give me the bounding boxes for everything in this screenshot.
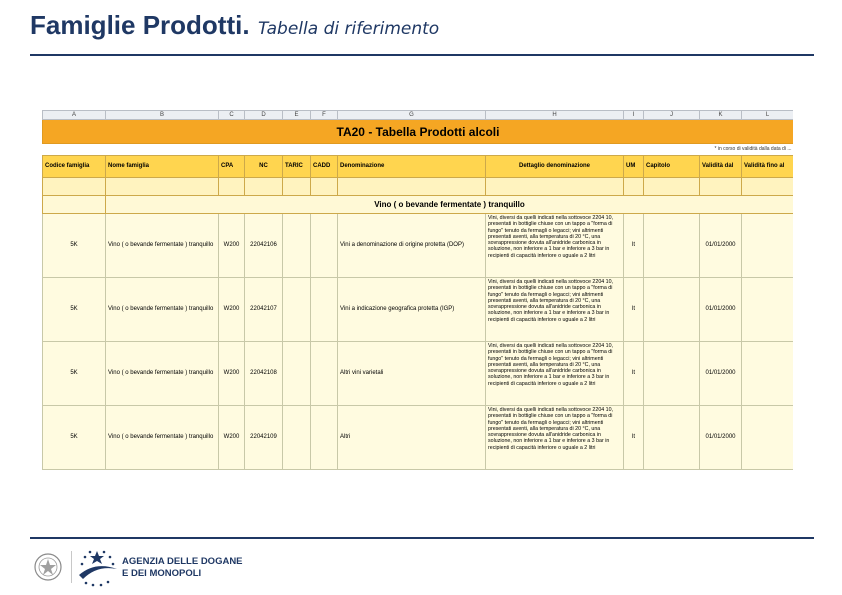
cell-code: 5K [43,342,106,406]
cell-code: 5K [43,278,106,342]
subheader-row [43,178,794,196]
cell-code: 5K [43,214,106,278]
cell-denominazione: Altri [338,406,486,470]
column-letter[interactable]: K [700,111,742,120]
empty-cell [338,178,486,196]
agency-logo [33,547,243,587]
cell-code: 5K [43,406,106,470]
title-divider [30,54,814,56]
empty-cell [219,178,245,196]
cell-um: lt [624,278,644,342]
header-taric: TARIC [283,156,311,178]
empty-cell [283,178,311,196]
column-letter[interactable]: H [486,111,624,120]
cell-capitolo [644,214,700,278]
empty-cell [311,178,338,196]
cell-family: Vino ( o bevande fermentate ) tranquillo [106,278,219,342]
column-letter[interactable]: A [43,111,106,120]
column-letter[interactable]: G [338,111,486,120]
cell-detail: Vini, diversi da quelli indicati nella sottovoce 2204 10, presentati in bottiglie chiuse con un tappo a "forma di fungo" tenuto da fermagli o legacci; vini altrimenti presentati aventi, alla temperatura di 20 °C, una sovrappressione dovuta all'anidride carbonica in soluzione, non inferiore a 1 bar e inferiore a 3 bar in recipienti di capacità inferiore o uguale a 2 litri [486,214,624,278]
empty-cell [43,178,106,196]
cell-taric [283,278,311,342]
cell-valid-from: 01/01/2000 [700,214,742,278]
logo-separator [71,551,72,583]
column-letter[interactable]: F [311,111,338,120]
header-nc: NC [245,156,283,178]
group-label: Vino ( o bevande fermentate ) tranquillo [106,196,794,214]
empty-cell [486,178,624,196]
table-banner-title: TA20 - Tabella Prodotti alcoli [43,120,794,144]
note-row [43,144,794,156]
cell-detail: Vini, diversi da quelli indicati nella sottovoce 2204 10, presentati in bottiglie chiuse con un tappo a "forma di fungo" tenuto da fermagli o legacci; vini altrimenti presentati aventi, alla temperatura di 20 °C, una sovrappressione dovuta all'anidride carbonica in soluzione, non inferiore a 1 bar e inferiore a 3 bar in recipienti di capacità inferiore o uguale a 2 litri [486,278,624,342]
cell-family: Vino ( o bevande fermentate ) tranquillo [106,342,219,406]
logo-text-line2: E DEI MONOPOLI [122,568,202,579]
cell-valid-to [742,342,794,406]
cell-um: lt [624,406,644,470]
slide-title-subtitle: Tabella di riferimento [258,19,440,39]
table-row[interactable] [43,406,794,470]
cell-um: lt [624,342,644,406]
cell-taric [283,214,311,278]
cell-taric [283,342,311,406]
group-row [43,196,794,214]
header-denominazione: Denominazione [338,156,486,178]
cell-valid-to [742,214,794,278]
header-dettaglio: Dettaglio denominazione [486,156,624,178]
cell-cpa: W200 [219,406,245,470]
cell-detail: Vini, diversi da quelli indicati nella sottovoce 2204 10, presentati in bottiglie chiuse con un tappo a "forma di fungo" tenuto da fermagli o legacci; vini altrimenti presentati aventi, alla temperatura di 20 °C, una sovrappressione dovuta all'anidride carbonica in soluzione, non inferiore a 1 bar e inferiore a 3 bar in recipienti di capacità inferiore o uguale a 2 litri [486,342,624,406]
cell-denominazione: Vini a indicazione geografica protetta (IGP) [338,278,486,342]
cell-um: lt [624,214,644,278]
column-letter[interactable]: D [245,111,283,120]
cell-valid-to [742,406,794,470]
empty-cell [624,178,644,196]
column-letter[interactable]: B [106,111,219,120]
header-um: UM [624,156,644,178]
cell-taric [283,406,311,470]
slide-title-main: Famiglie Prodotti. [30,10,250,40]
cell-family: Vino ( o bevande fermentate ) tranquillo [106,214,219,278]
spreadsheet-screenshot [42,110,793,476]
empty-cell [700,178,742,196]
cell-valid-from: 01/01/2000 [700,278,742,342]
cell-cadd [311,278,338,342]
star-swoosh-icon [77,547,121,587]
header-validita-dal: Validità dal [700,156,742,178]
cell-nc: 22042108 [245,342,283,406]
emblem-icon [33,551,63,583]
cell-cadd [311,214,338,278]
cell-valid-from: 01/01/2000 [700,406,742,470]
banner-row [43,120,794,144]
logo-text-line1: AGENZIA DELLE DOGANE [122,556,243,567]
cell-cadd [311,342,338,406]
cell-valid-from: 01/01/2000 [700,342,742,406]
cell-capitolo [644,342,700,406]
header-cadd: CADD [311,156,338,178]
slide-title [30,10,439,41]
cell-denominazione: Altri vini varietali [338,342,486,406]
header-codice-famiglia: Codice famiglia [43,156,106,178]
empty-cell [245,178,283,196]
cell-cpa: W200 [219,342,245,406]
cell-nc: 22042109 [245,406,283,470]
column-letter[interactable]: L [742,111,794,120]
cell-nc: 22042106 [245,214,283,278]
header-validita-fino: Validità fino al [742,156,794,178]
header-capitolo: Capitolo [644,156,700,178]
column-letter[interactable]: E [283,111,311,120]
empty-cell [742,178,794,196]
cell-detail: Vini, diversi da quelli indicati nella sottovoce 2204 10, presentati in bottiglie chiuse con un tappo a "forma di fungo" tenuto da fermagli o legacci; vini altrimenti presentati aventi, alla temperatura di 20 °C, una sovrappressione dovuta all'anidride carbonica in soluzione, non inferiore a 1 bar e inferiore a 3 bar in recipienti di capacità inferiore o uguale a 2 litri [486,406,624,470]
cell-cadd [311,406,338,470]
column-letter[interactable]: C [219,111,245,120]
cell-family: Vino ( o bevande fermentate ) tranquillo [106,406,219,470]
table-row[interactable] [43,214,794,278]
column-letter[interactable]: I [624,111,644,120]
header-row [43,156,794,178]
empty-cell [43,196,106,214]
table-row[interactable] [43,278,794,342]
validity-note: * in corso di validità dalla data di ... [43,144,794,156]
cell-nc: 22042107 [245,278,283,342]
header-nome-famiglia: Nome famiglia [106,156,219,178]
table-row[interactable] [43,342,794,406]
cell-capitolo [644,406,700,470]
header-cpa: CPA [219,156,245,178]
column-letter-row [43,111,794,120]
cell-valid-to [742,278,794,342]
cell-capitolo [644,278,700,342]
footer-divider [30,537,814,539]
product-table [42,110,793,470]
cell-cpa: W200 [219,214,245,278]
cell-cpa: W200 [219,278,245,342]
cell-denominazione: Vini a denominazione di origine protetta (DOP) [338,214,486,278]
empty-cell [644,178,700,196]
column-letter[interactable]: J [644,111,700,120]
empty-cell [106,178,219,196]
